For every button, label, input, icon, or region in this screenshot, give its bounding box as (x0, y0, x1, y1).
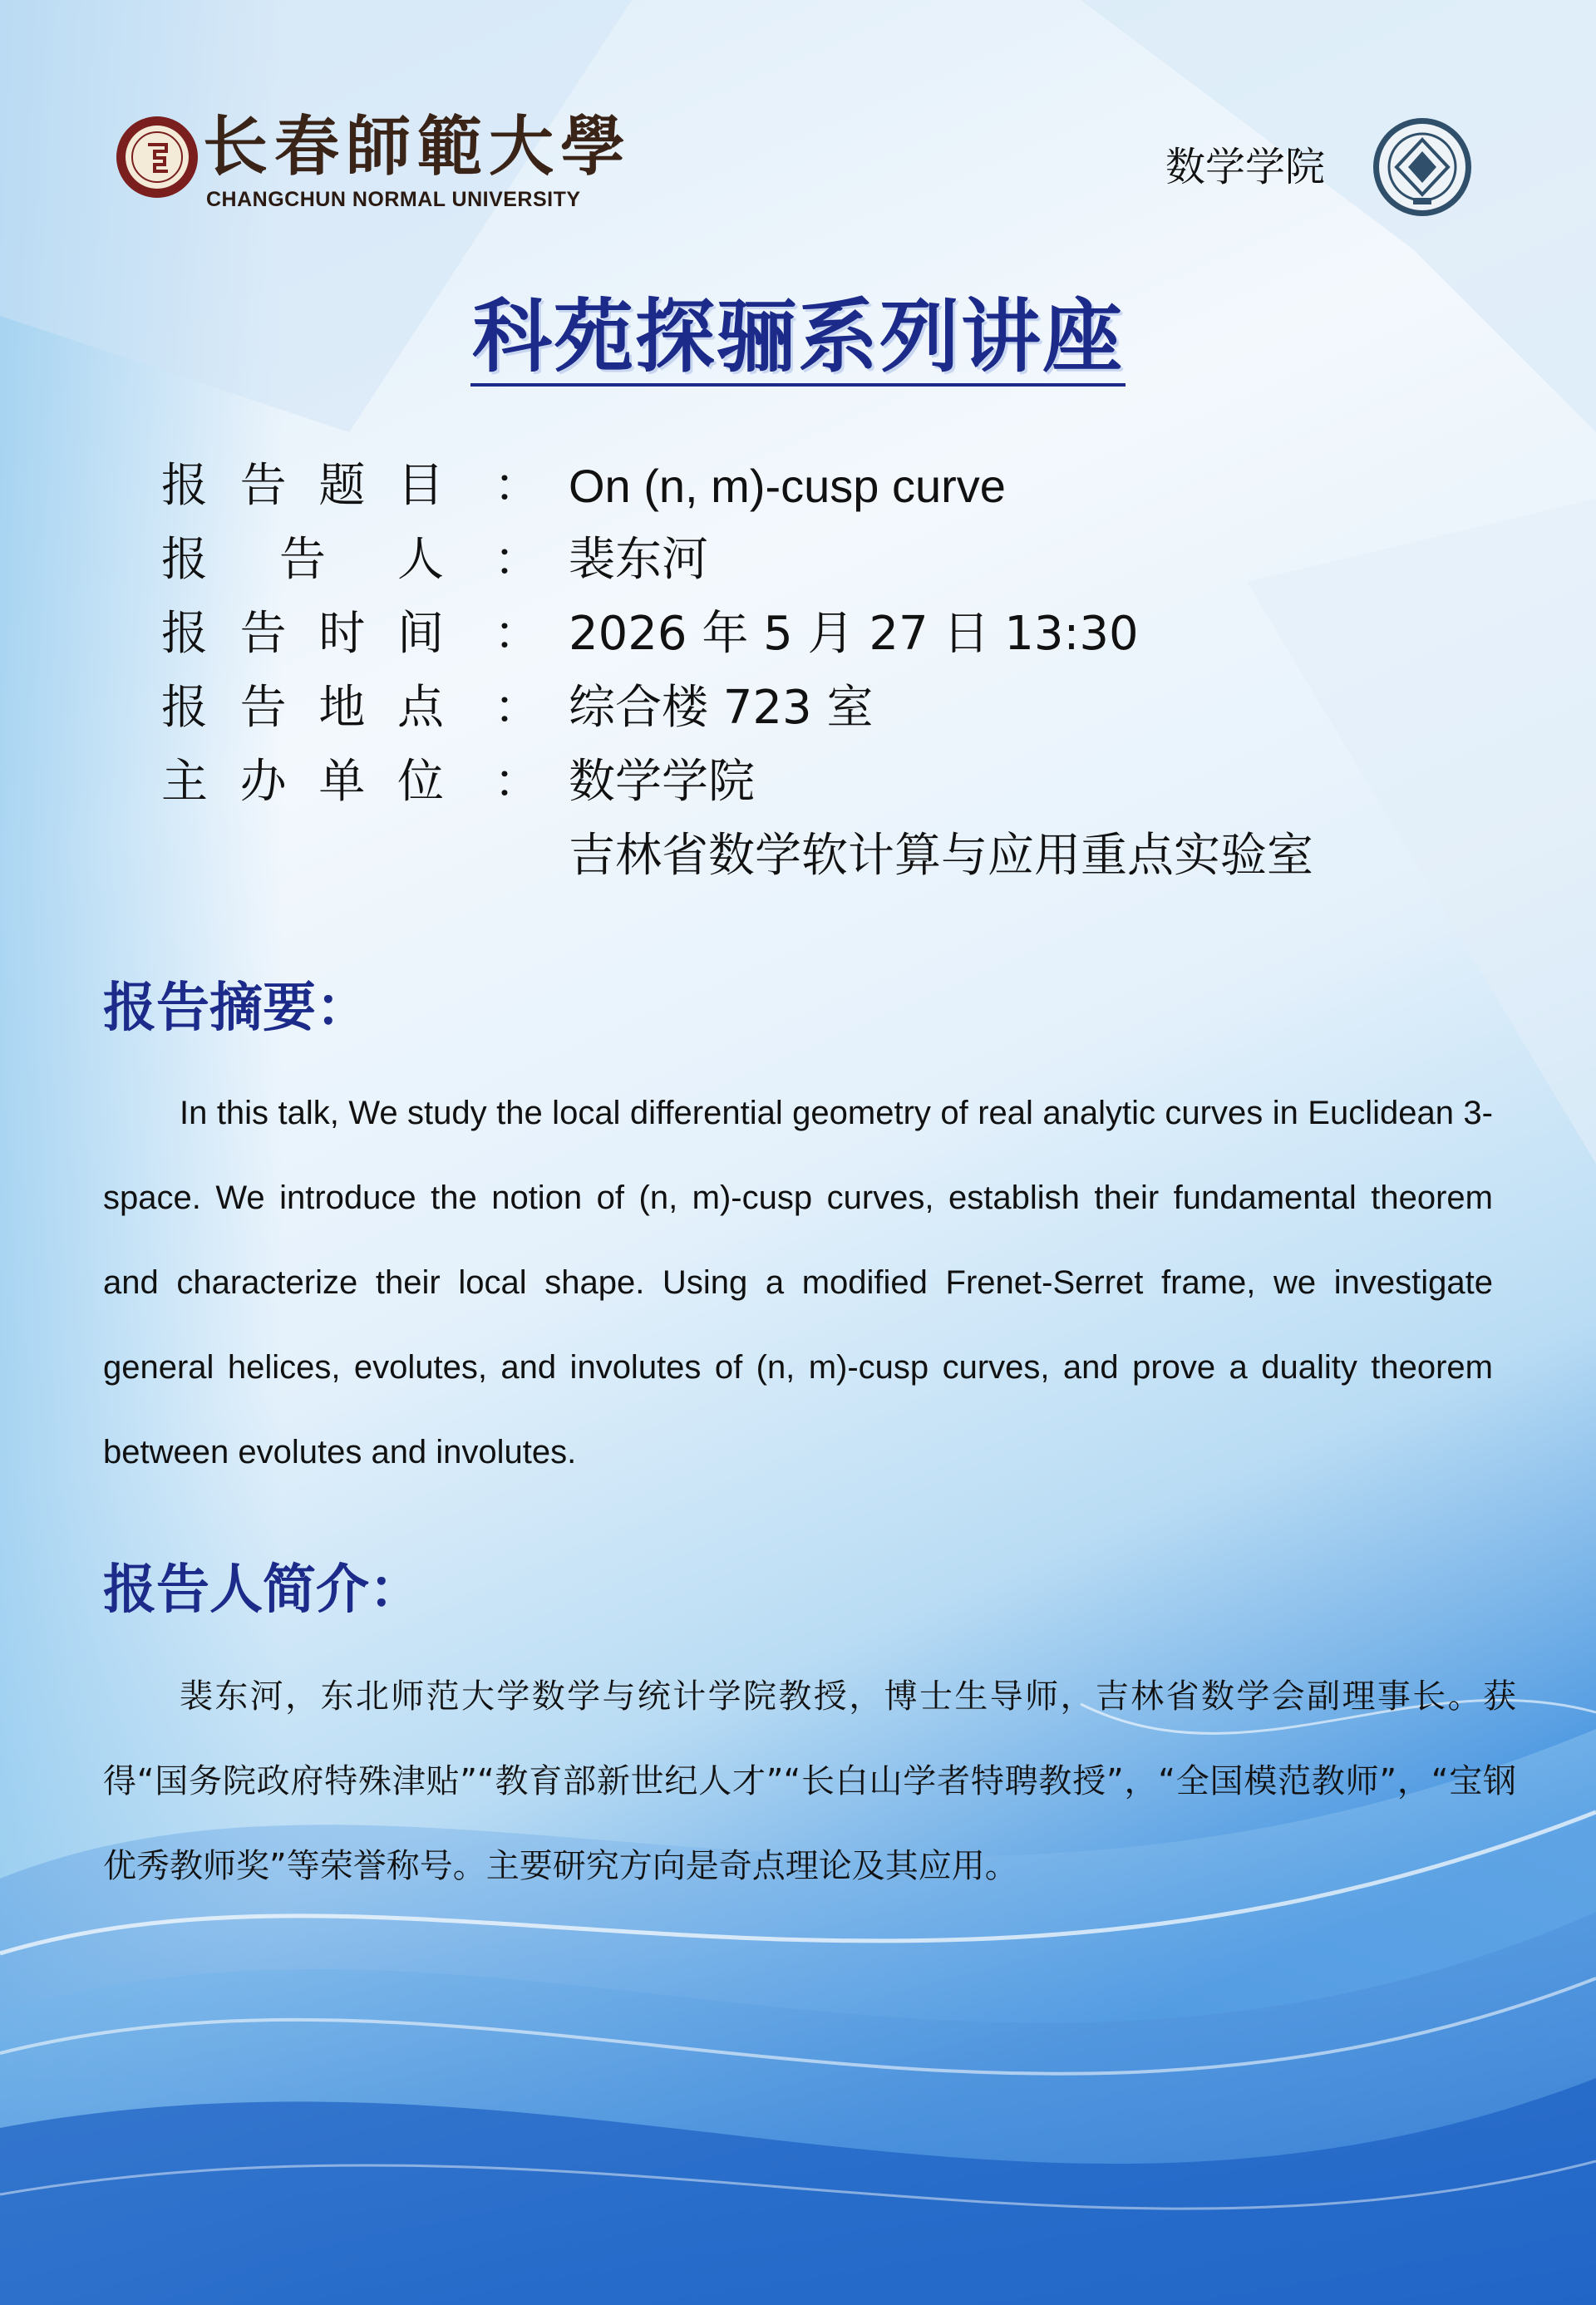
university-name-en: CHANGCHUN NORMAL UNIVERSITY (206, 188, 581, 211)
abstract-heading: 报告摘要： (103, 978, 369, 1039)
lecture-series-title: 科苑探骊系列讲座 (0, 283, 1596, 391)
info-value-organizer: 数学学院 (569, 755, 755, 809)
info-row-time: 报 告 时 间 ： 2026 年 5 月 27 日 13:30 (161, 597, 1458, 672)
info-label: 报 告 地 点 (161, 681, 444, 735)
school-emblem-icon (1372, 116, 1473, 218)
bio-text: 裴东河，东北师范大学数学与统计学院教授，博士生导师，吉林省数学会副理事长。获得“国务院政府特殊津贴”“教育部新世纪人才”“长白山学者特聘教授”，“全国模范教师”，“宝钢优秀教师奖”等荣誉称号。主要研究方向是奇点理论及其应用。 (103, 1677, 1516, 1885)
info-label: 报 告 人 (161, 533, 444, 587)
abstract-text: In this talk, We study the local differential geometry of real analytic curves in Euclidean 3-space. We introduce the notion of (n, m)-cusp curves, establish their fundamental theorem and characterize their local shape. Using a modified Frenet-Serret frame, we investigate general helices, evolutes, and involutes of (n, m)-cusp curves, and prove a duality theorem between evolutes and involutes. (103, 1095, 1493, 1470)
info-value-speaker: 裴东河 (569, 533, 708, 587)
info-label: 报 告 题 目 (161, 459, 444, 513)
university-name-cn: 长春師範大學 (203, 109, 633, 185)
info-value-topic: On (n, m)-cusp curve (569, 460, 1006, 512)
info-value-organizer-2: 吉林省数学软计算与应用重点实验室 (569, 829, 1313, 883)
info-value-time: 2026 年 5 月 27 日 13:30 (569, 607, 1139, 661)
bio-heading: 报告人简介： (103, 1559, 422, 1621)
info-label: 报 告 时 间 (161, 607, 444, 661)
info-value-location: 综合楼 723 室 (569, 681, 874, 735)
school-name: 数学学院 (1165, 144, 1326, 190)
info-row-organizer: 主 办 单 位 ： 数学学院 (161, 745, 1458, 820)
info-row-speaker: 报 告 人 ： 裴东河 (161, 523, 1458, 598)
info-row-organizer-2 (161, 819, 1458, 894)
info-row-location: 报 告 地 点 ： 综合楼 723 室 (161, 671, 1458, 746)
info-row-topic: 报 告 题 目 ： On (n, m)-cusp curve (161, 449, 1458, 524)
info-label: 主 办 单 位 (161, 755, 444, 809)
university-logo-icon (115, 115, 200, 199)
